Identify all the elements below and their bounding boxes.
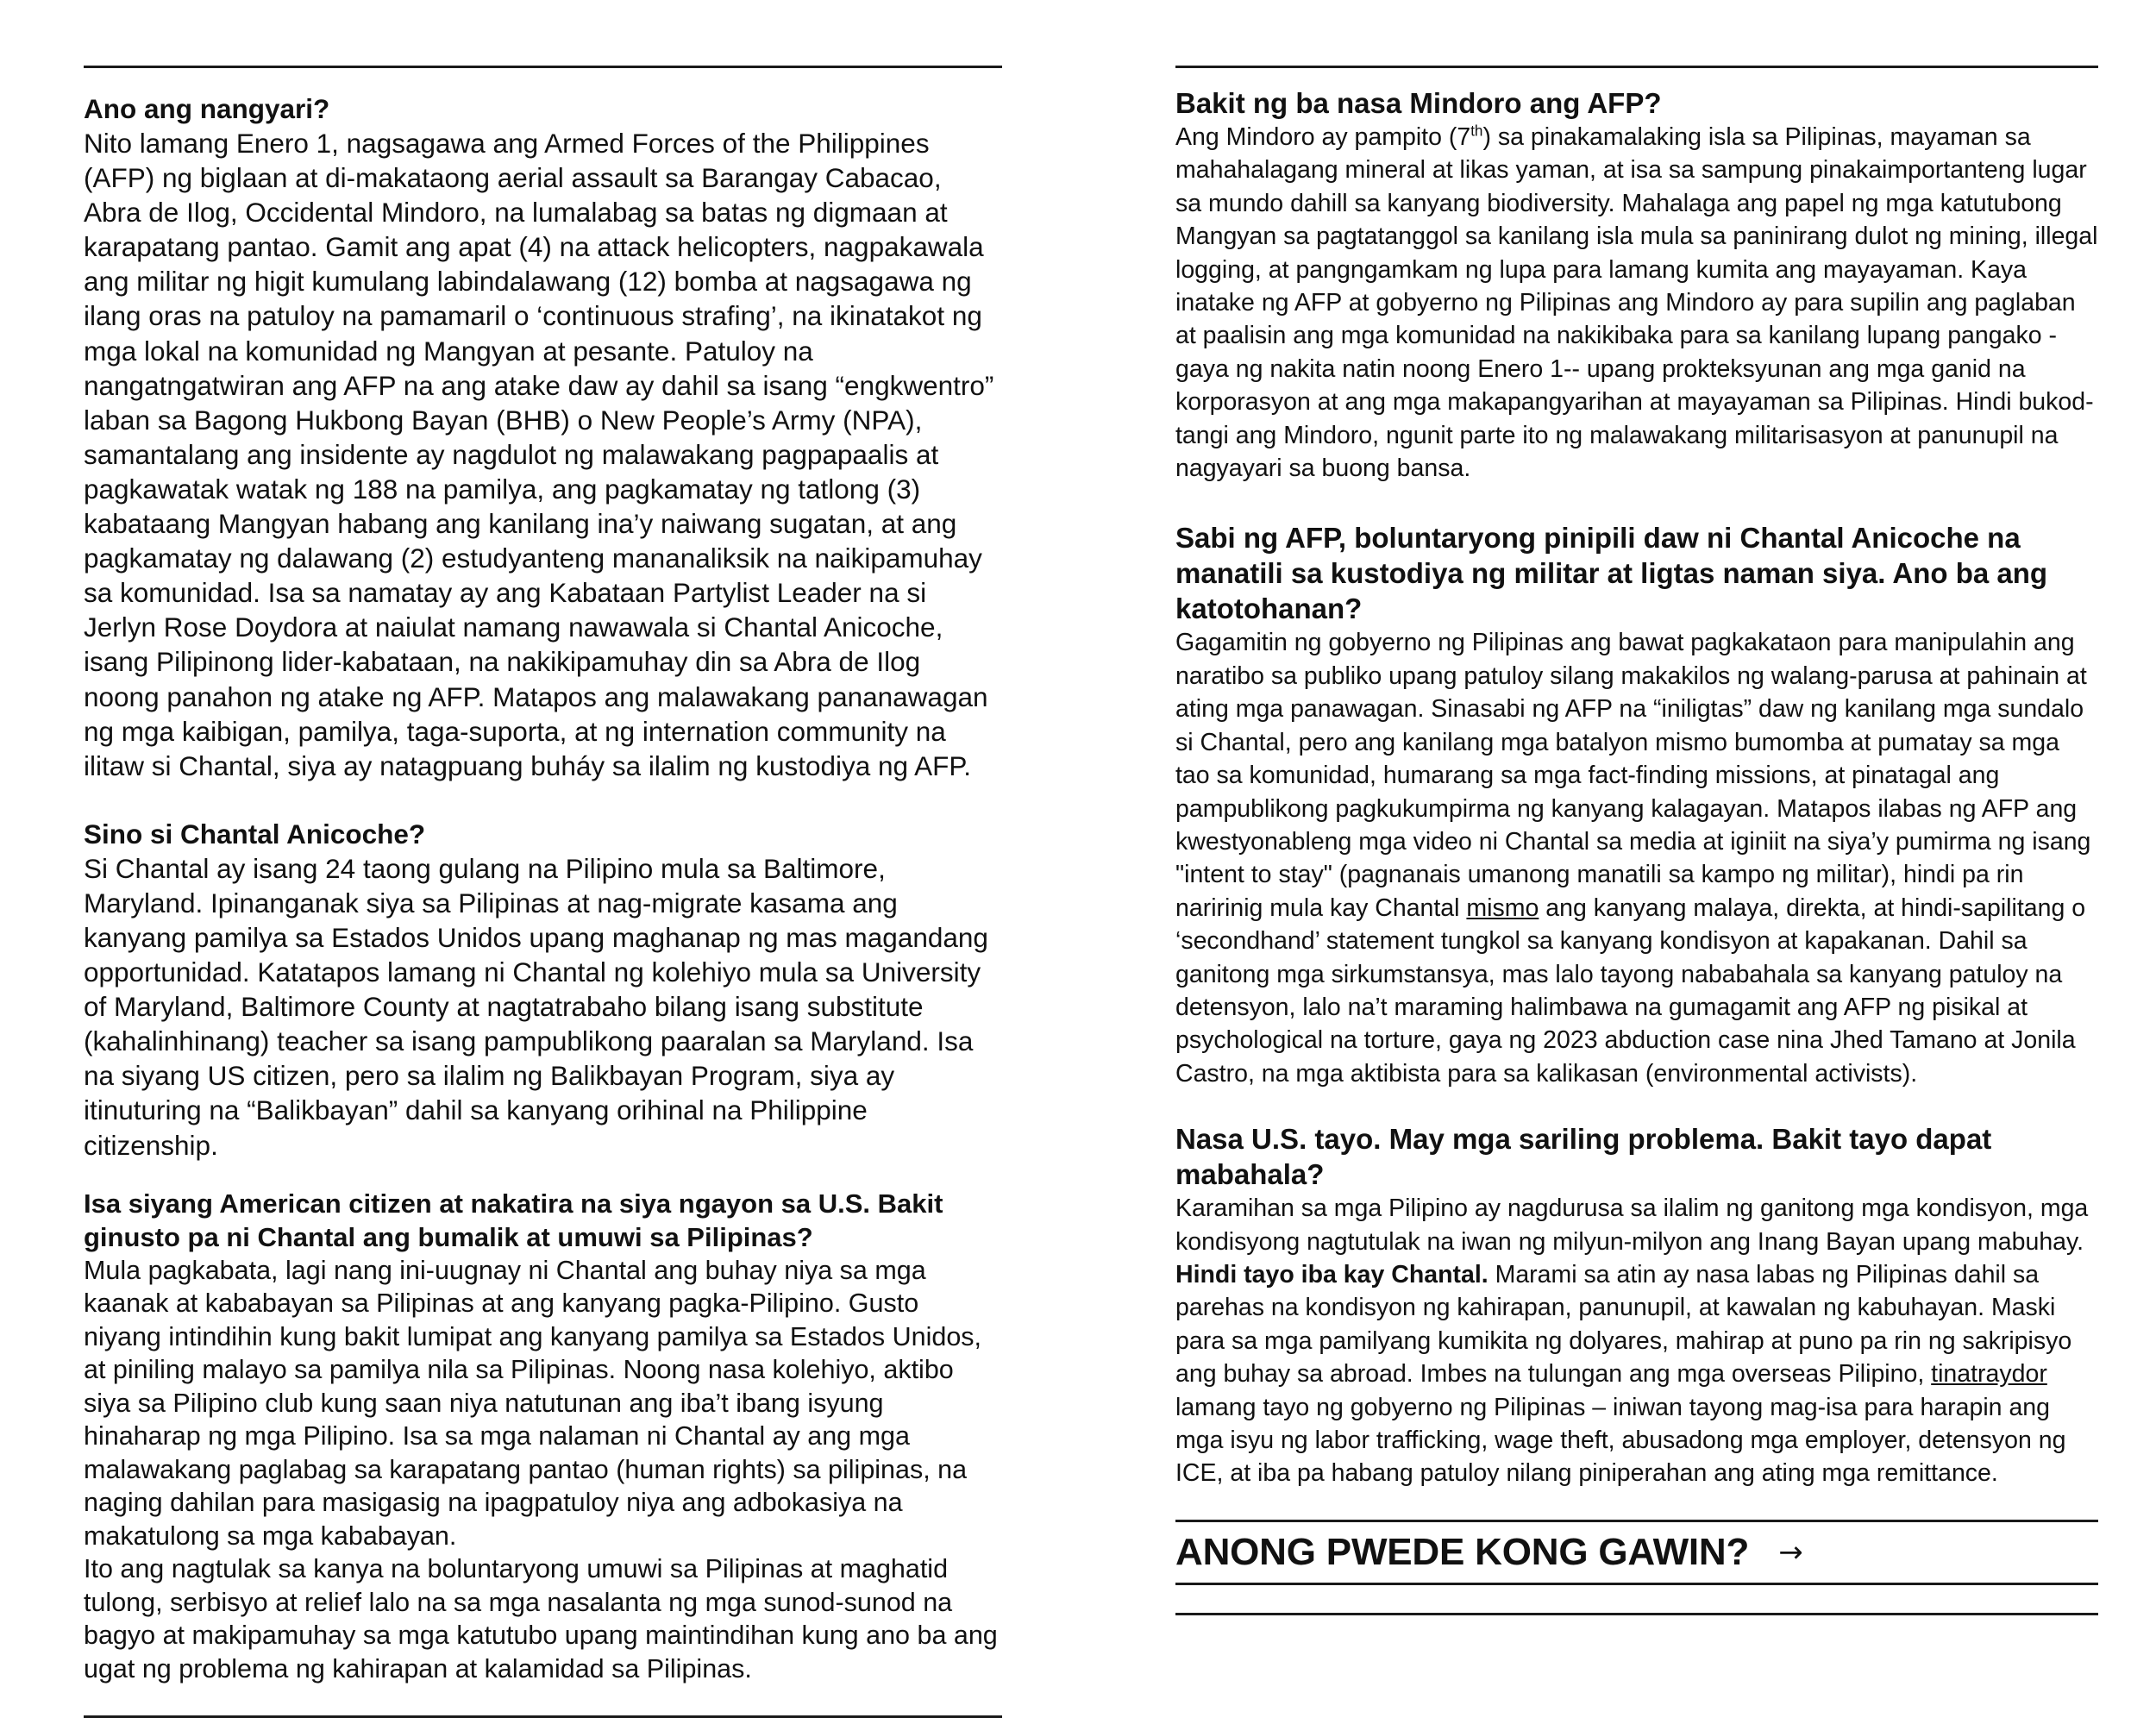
section-body: Si Chantal ay isang 24 taong gulang na Pilipino mula sa Baltimore, Maryland. Ipinanganak siya sa Pilipinas at nag-migrate kasama ang kanyang pamilya sa Estados Unidos upang maghanap ng mas magandang opportunidad. Katatapos lamang ni Chantal ng kolehiyo mula sa University of Maryland, Baltimore County at nagtatrabaho bilang isang substitute (kahalinhinang) teacher sa isang pampublikong paaralan sa Maryland. Isa na siyang US citizen, pero sa ilalim ng Balikbayan Program, siya ay itinuturing na “Balikbayan” dahil sa kanyang orihinal na Philippine citizenship. <box>84 852 988 1161</box>
body-text: lamang tayo ng gobyerno ng Pilipinas – iniwan tayong mag-isa para harapin ang mga isyu ng labor trafficking, wage theft, abusadong mga employer, detensyon ng ICE, at iba pa habang patuloy nilang piniperahan ang ating mga remittance. <box>1175 1393 2066 1488</box>
section-body <box>1175 1192 2098 1490</box>
cta-anong-pwede-kong-gawin[interactable] <box>1175 1522 2098 1583</box>
section-heading: Sino si Chantal Anicoche? <box>84 818 426 850</box>
section-nasa-us-tayo <box>1175 1121 2098 1490</box>
bold-phrase: Hindi tayo iba kay Chantal. <box>1175 1260 1489 1288</box>
section-body <box>1175 626 2098 1090</box>
ordinal-suffix: th <box>1470 122 1483 140</box>
section-ano-ang-nangyari <box>84 91 1002 783</box>
section-heading: Sabi ng AFP, boluntaryong pinipili daw ni Chantal Anicoche na manatili sa kustodiya ng militar at ligtas naman siya. Ano ba ang katotohanan? <box>1175 522 2048 625</box>
underlined-word: mismo <box>1466 893 1539 922</box>
section-bakit-bumalik <box>84 1187 1002 1686</box>
arrow-right-icon: → <box>1778 1534 1803 1570</box>
section-body-continued: Ito ang nagtulak sa kanya na boluntaryong umuwi sa Pilipinas at maghatid tulong, serbisyo at relief lalo na sa mga nasalanta ng mga sunod-sunod na bagyo at makipamuhay sa mga katutubo upang maintindihan kung ano ba ang ugat ng problema ng kahirapan at kalamidad sa Pilipinas. <box>84 1554 998 1684</box>
body-text: Karamihan sa mga Pilipino ay nagdurusa sa ilalim ng ganitong mga kondisyon, mga kondisyong nagtutulak na iwan ng milyun-milyon ang Inang Bayan upang mabuhay. <box>1175 1194 2089 1256</box>
top-divider <box>84 66 1002 68</box>
section-body: Nito lamang Enero 1, nagsagawa ang Armed Forces of the Philippines (AFP) ng biglaan at di-makataong aerial assault sa Barangay Cabacao, Abra de Ilog, Occidental Mindoro, na lumalabag sa batas ng digmaan at karapatang pantao. Gamit ang apat (4) na attack helicopters, nagpakawala ang militar ng higit kumulang labindalawang (12) bomba at nagsagawa ng ilang oras na patuloy na pamamaril o ‘continuous strafing’, na ikinatakot ng mga lokal na komunidad ng Mangyan at pesante. Patuloy na nangatngatwiran ang AFP na ang atake daw ay dahil sa isang “engkwentro” laban sa Bagong Hukbong Bayan (BHB) o New People’s Army (NPA), samantalang ang insidente ay nagdulot ng malawakang pagpapaalis at pagkawatak watak ng 188 na pamilya, ang pagkamatay ng tatlong (3) kabataang Mangyan habang ang kanilang ina’y naiwang sugatan, at ang pagkamatay ng dalawang (2) estudyanteng mananaliksik na naikipamuhay sa komunidad. Isa sa namatay ay ang Kabataan Partylist Leader na si Jerlyn Rose Doydora at naiulat namang nawawala si Chantal Anicoche, isang Pilipinong lider-kabataan, na nakikipamuhay din sa Abra de Ilog noong panahon ng atake ng AFP. Matapos ang malawakang pananawagan ng mga kaibigan, pamilya, taga-suporta, at ng internation community na ilitaw si Chantal, siya ay natagpuang buháy sa ilalim ng kustodiya ng AFP. <box>84 128 994 781</box>
section-heading: Nasa U.S. tayo. May mga sariling problema. Bakit tayo dapat mabahala? <box>1175 1123 1992 1191</box>
section-bakit-mindoro <box>1175 85 2098 485</box>
body-text: Gagamitin ng gobyerno ng Pilipinas ang bawat pagkakataon para manipulahin ang naratibo sa publiko upang patuloy silang makakilos ng walang-parusa at pahinain at ating mga panawagan. Sinasabi ng AFP na “iniligtas” daw ng kanilang mga sundalo si Chantal, pero ang kanilang mga batalyon mismo bumomba at pumatay sa mga tao sa komunidad, humarang sa mga fact-finding missions, at pinatagal ang pampublikong pagkukumpirma ng kanyang kalagayan. Matapos ilabas ng AFP ang kwestyonableng mga video ni Chantal sa media at iginiit na siya’y pumirma ng isang "intent to stay" (pagnanais umanong manatili sa kampo ng militar), hindi pa rin naririnig mula kay Chantal <box>1175 629 2091 922</box>
section-body: Mula pagkabata, lagi nang ini-uugnay ni Chantal ang buhay niya sa mga kaanak at kababayan sa Pilipinas at ang kanyang pagka-Pilipino. Gusto niyang intindihin kung bakit lumipat ang kanyang pamilya sa Estados Unidos, at piniling malayo sa pamilya nila sa Pilipinas. Noong nasa kolehiyo, aktibo siya sa Pilipino club kung saan niya natutunan ang iba’t ibang isyung hinaharap ng mga Pilipino. Isa sa mga nalaman ni Chantal ay ang mga malawakang paglabag sa karapatang pantao (human rights) sa pilipinas, na naging dahilan para masigasig na ipagpatuloy niya ang adbokasiya na makatulong sa mga kababayan. <box>84 1255 982 1551</box>
section-sabi-ng-afp <box>1175 520 2098 1090</box>
cta-bottom-divider <box>1175 1583 2098 1585</box>
top-divider <box>1175 66 2098 68</box>
body-text: ) sa pinakamalaking isla sa Pilipinas, mayaman sa mahahalagang mineral at likas yaman, at isa sa sampung pinakaimportanteng lugar sa mundo dahill sa kanyang biodiversity. Mahalaga ang papel ng mga katutubong Mangyan sa pagtatanggol sa kanilang isla mula sa paninirang dulot ng mining, illegal logging, at pangngamkam ng lupa para lamang kumita ang mayayaman. Kaya inatake ng AFP at gobyerno ng Pilipinas ang Mindoro ay para supilin ang paglaban at paalisin ang mga komunidad na nakikibaka para sa kanilang lupang pangako - gaya ng nakita natin noong Enero 1-- upang prokteksyunan ang mga ganid na korporasyon at ang mga makapangyarihan at mayayaman sa Pilipinas. Hindi bukod-tangi ang Mindoro, ngunit parte ito ng malawakang militarisasyon at panunupil na nagyayari sa buong bansa. <box>1175 123 2098 483</box>
left-column <box>84 66 1002 1718</box>
cta-label: ANONG PWEDE KONG GAWIN? <box>1175 1530 1750 1573</box>
right-column <box>1175 66 2098 1615</box>
underlined-word: tinatraydor <box>1931 1360 2047 1389</box>
section-body <box>1175 121 2098 485</box>
body-text: Marami sa atin ay nasa labas ng Pilipinas dahil sa parehas na kondisyon ng kahirapan, panunupil, at kawalan ng kabuhayan. Maski para sa mga pamilyang kumikita ng dolyares, mahirap at puno pa rin ng sakripisyo ang buhay sa abroad. Imbes na tulungan ang mga overseas Pilipino, <box>1175 1260 2072 1389</box>
section-heading: Ano ang nangyari? <box>84 93 330 124</box>
body-text: Ang Mindoro ay pampito (7 <box>1175 123 1471 151</box>
section-sino-si-chantal <box>84 817 1002 1163</box>
section-heading: Isa siyang American citizen at nakatira na siya ngayon sa U.S. Bakit ginusto pa ni Chantal ang bumalik at umuwi sa Pilipinas? <box>84 1188 943 1252</box>
section-heading: Bakit ng ba nasa Mindoro ang AFP? <box>1175 87 1662 119</box>
bottom-divider <box>1175 1613 2098 1615</box>
body-text: ang kanyang malaya, direkta, at hindi-sapilitang o ‘secondhand’ statement tungkol sa kanyang kondisyon at kapakanan. Dahil sa ganitong mga sirkumstansya, mas lalo tayong nababahala sa kanyang patuloy na detensyon, lalo na’t maraming halimbawa na gumagamit ang AFP ng pisikal at psychological na torture, gaya ng 2023 abduction case nina Jhed Tamano at Jonila Castro, na mga aktibista para sa kalikasan (environmental activists). <box>1175 893 2086 1088</box>
